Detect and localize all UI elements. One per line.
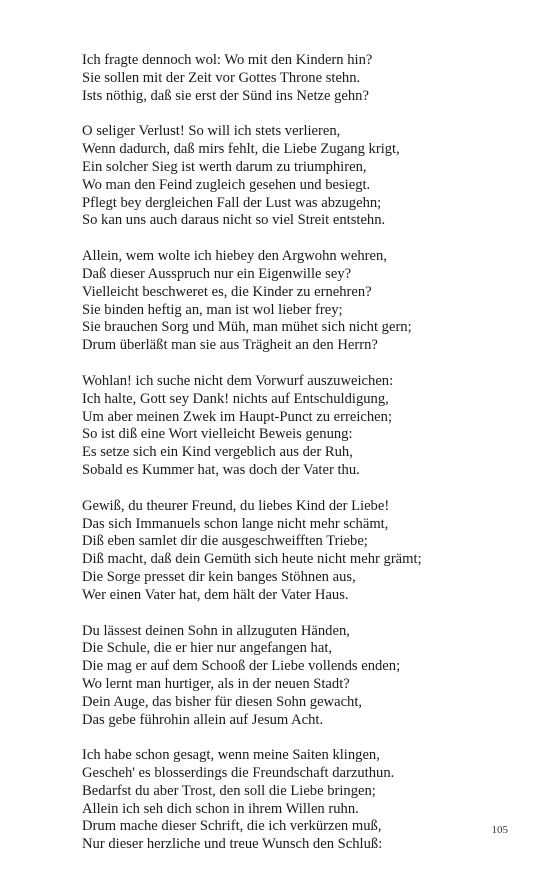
poem-line: Gewiß, du theurer Freund, du liebes Kind der Liebe! [82,497,390,514]
poem-line: Drum überläßt man sie aus Trägheit an den Herrn? [82,337,378,354]
poem-line: Sobald es Kummer hat, was doch der Vater thu. [82,461,360,478]
poem-line: So kan uns auch daraus nicht so viel Streit entstehn. [82,212,386,229]
stanza-4 [82,373,522,480]
poem-line: Das sich Immanuels schon lange nicht mehr schämt, [82,515,389,532]
poem-line: Sie sollen mit der Zeit vor Gottes Throne stehn. [82,69,361,86]
poem-line: Wo man den Feind zugleich gesehen und besiegt. [82,176,371,193]
poem-line: Allein, wem wolte ich hiebey den Argwohn wehren, [82,248,387,265]
poem-line: Bedarfst du aber Trost, den soll die Liebe bringen; [82,782,376,799]
poem-line: Diß macht, daß dein Gemüth sich heute nicht mehr grämt; [82,551,422,568]
poem-line: Wenn dadurch, daß mirs fehlt, die Liebe Zugang krigt, [82,141,400,158]
poem-line: Gescheh' es blosserdings die Freundschaft darzuthun. [82,765,395,782]
poem-line: Pflegt bey dergleichen Fall der Lust was abzugehn; [82,194,382,211]
poem-line: Daß dieser Ausspruch nur ein Eigenwille sey? [82,265,352,282]
poem-line: Die Schule, die er hier nur angefangen hat, [82,640,333,657]
stanza-1 [82,52,522,105]
stanza-2 [82,123,522,230]
poem-line: Vielleicht beschweret es, die Kinder zu ernehren? [82,283,372,300]
poem-text-block [82,52,522,872]
poem-line: Das gebe führohin allein auf Jesum Acht. [82,711,324,728]
poem-line: Dein Auge, das bisher für diesen Sohn gewacht, [82,693,363,710]
poem-line: Diß eben samlet dir die ausgeschweifften Triebe; [82,533,368,550]
poem-line: Ich fragte dennoch wol: Wo mit den Kindern hin? [82,52,373,68]
poem-line: Ists nöthig, daß sie erst der Sünd ins Netze gehn? [82,87,369,104]
poem-line: Wo lernt man hurtiger, als in der neuen Stadt? [82,675,350,692]
poem-line: Die mag er auf dem Schooß der Liebe vollends enden; [82,658,401,675]
poem-line: Ein solcher Sieg ist werth darum zu triumphiren, [82,158,367,175]
poem-line: Ich halte, Gott sey Dank! nichts auf Entschuldigung, [82,390,389,407]
poem-line: Die Sorge presset dir kein banges Stöhnen aus, [82,568,356,585]
poem-line: Wer einen Vater hat, dem hält der Vater Haus. [82,586,349,603]
poem-line: O seliger Verlust! So will ich stets verlieren, [82,123,341,140]
poem-line: So ist diß eine Wort vielleicht Beweis genung: [82,426,353,443]
stanza-3 [82,248,522,355]
poem-line: Sie binden heftig an, man ist wol lieber frey; [82,301,343,318]
poem-line: Allein ich seh dich schon in ihrem Willen ruhn. [82,800,359,817]
poem-line: Es setze sich ein Kind vergeblich aus der Ruh, [82,444,353,461]
stanza-7 [82,747,522,854]
poem-line: Nur dieser herzliche und treue Wunsch den Schluß: [82,836,383,853]
poem-line: Um aber meinen Zwek im Haupt-Punct zu erreichen; [82,408,393,425]
stanza-5 [82,498,522,605]
poem-line: Wohlan! ich suche nicht dem Vorwurf auszuweichen: [82,372,394,389]
poem-line: Ich habe schon gesagt, wenn meine Saiten klingen, [82,747,380,764]
page-number: 105 [491,824,508,836]
poem-line: Sie brauchen Sorg und Müh, man mühet sich nicht gern; [82,319,412,336]
poem-line: Du lässest deinen Sohn in allzuguten Händen, [82,622,350,639]
poem-line: Drum mache dieser Schrift, die ich verkürzen muß, [82,818,382,835]
stanza-6 [82,623,522,730]
